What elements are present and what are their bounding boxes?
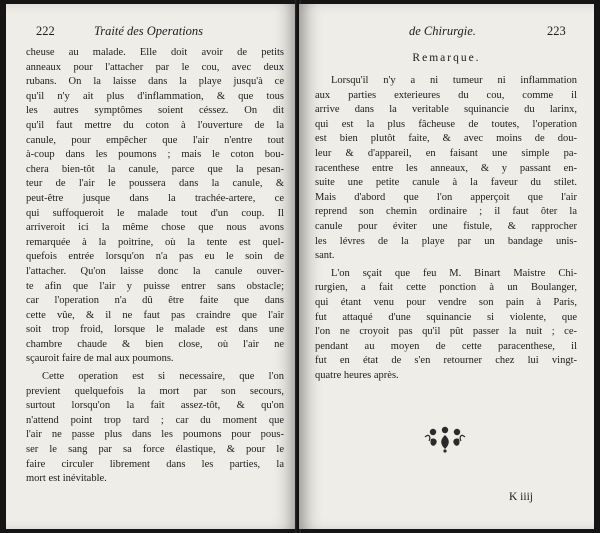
text-line: qui étant venu pour vendre son pain à Paris, [315, 296, 577, 308]
text-line: chambre chaude & bien close, où l'air ne [26, 338, 284, 350]
text-line: cheuse au malade. Elle doit avoir de petits [26, 47, 284, 58]
text-line: aux parties exterieures du cou, comme il [315, 89, 577, 101]
text-line: te afin que l'air y puisse entrer sans obstacle; [26, 280, 284, 292]
fleuron-ornament-icon [421, 425, 469, 453]
right-running-head: de Chirurgie. [409, 24, 476, 38]
signature-mark: K iiij [509, 491, 533, 503]
section-title: Remarque. [412, 52, 481, 64]
left-page-number: 222 [36, 24, 55, 38]
text-line: Mais d'abord que l'on apperçoit que l'air [315, 191, 577, 203]
text-line: rubans. On la laisse dans la playe jusqu'à ce [26, 76, 284, 88]
text-line: qu'il faut mettre du coton à l'ouverture de la [26, 119, 284, 131]
text-line: fut attaqué d'une squinancie si violente, que [315, 311, 577, 323]
text-line: reprend son chemin ordinaire ; il faut ôter la [315, 206, 577, 218]
text-line: à-coup dans les poumons ; mais le coton bou- [26, 149, 284, 161]
right-page [299, 4, 594, 529]
left-page [6, 4, 297, 529]
text-line: ser le sang par sa force élastique, & pour le [26, 444, 284, 456]
text-line: car l'operation n'a dû être faite que dans [26, 295, 284, 307]
text-line: Cette operation est si necessaire, que l'on [42, 371, 284, 383]
text-line: sçauroit faire de mal aux poumons. [26, 353, 174, 365]
text-line: soit trop froid, lorsque le malade est dans une [26, 324, 284, 336]
text-line: l'attacher. Qu'on laisse donc la canule ouver- [26, 265, 284, 277]
left-page-body [26, 46, 284, 487]
text-line: leur & d'appareil, en faisant une simple pa- [315, 147, 577, 159]
text-line: qu'il n'y ait plus d'inflammation, & que tous [26, 90, 284, 102]
text-line: surtout lorsqu'on la fait assez-tôt, & qu'on [26, 400, 284, 412]
text-line: rurgien, a fait cette ponction à un Boulanger, [315, 282, 577, 294]
left-paragraph-1 [26, 46, 284, 367]
text-line: chera bien-tôt la canule, parce que la pesan- [26, 163, 284, 175]
text-line: sant. [315, 250, 335, 262]
text-line: l'air ne passe plus dans les poumons pour pous- [26, 429, 284, 441]
text-line: anneaux pour l'attacher par le cou, avec deux [26, 61, 284, 73]
text-line: Lorsqu'il n'y a ni tumeur ni inflammation [331, 75, 577, 86]
text-line: qui est la plus fâcheuse de toutes, l'operation [315, 118, 577, 130]
left-page-header [6, 24, 297, 40]
text-line: l'on ne croyoit pas qu'il pût passer la nuit ; ce- [315, 326, 577, 338]
text-line: cette vûe, & il ne faut pas craindre que l'air [26, 309, 284, 321]
text-line: L'on sçait que feu M. Binart Maistre Chi- [331, 267, 577, 279]
text-line: arrive dans la veritable squinancie du larinx, [315, 104, 577, 116]
text-line: est bien plutôt faite, & avec moins de dou- [315, 133, 577, 145]
text-line: les autres symptômes soient céssez. On dit [26, 105, 284, 117]
text-line: mort est inévitable. [26, 473, 107, 485]
text-line: racenthese entre les anneaux, & y passant en- [315, 162, 577, 174]
text-line: quefois entrée lorsqu'on n'a pas eu le soin de [26, 251, 284, 263]
text-line: les lévres de la playe par un bandage unis- [315, 235, 577, 247]
text-line: peut-être jusque dans la trachée-artere, ce [26, 192, 284, 204]
right-page-number: 223 [547, 24, 566, 38]
text-line: fut en état de s'en retourner chez lui vingt- [315, 355, 577, 367]
text-line: previent quelquefois la mort par son secours, [26, 385, 284, 397]
right-paragraph-2 [315, 267, 577, 384]
text-line: canule pour éviter une fistule, & rapprocher [315, 220, 577, 232]
right-page-body [315, 74, 577, 383]
text-line: suite une petite canule à la faveur du stilet. [315, 177, 577, 189]
text-line: teur de l'air le poussera dans la canule, & [26, 178, 284, 190]
text-line: n'attend point trop tard ; car du moment que [26, 414, 284, 426]
text-line: faire circuler librement dans les parties, la [26, 458, 284, 470]
right-page-header [299, 24, 594, 40]
left-running-head: Traité des Operations [94, 24, 204, 38]
text-line: remarquée à la poitrine, où la tente est quel- [26, 236, 284, 248]
text-line: pendant au moyen de cette paracenthese, il [315, 340, 577, 352]
left-paragraph-2 [26, 370, 284, 487]
text-line: quatre heures après. [315, 369, 399, 381]
text-line: canule, pour empêcher que l'air n'entre tout [26, 134, 284, 146]
text-line: arriveroit ici la même chose que nous avons [26, 222, 284, 234]
text-line: qui suffoqueroit le malade tout d'un coup. Il [26, 207, 284, 219]
right-paragraph-1 [315, 74, 577, 264]
